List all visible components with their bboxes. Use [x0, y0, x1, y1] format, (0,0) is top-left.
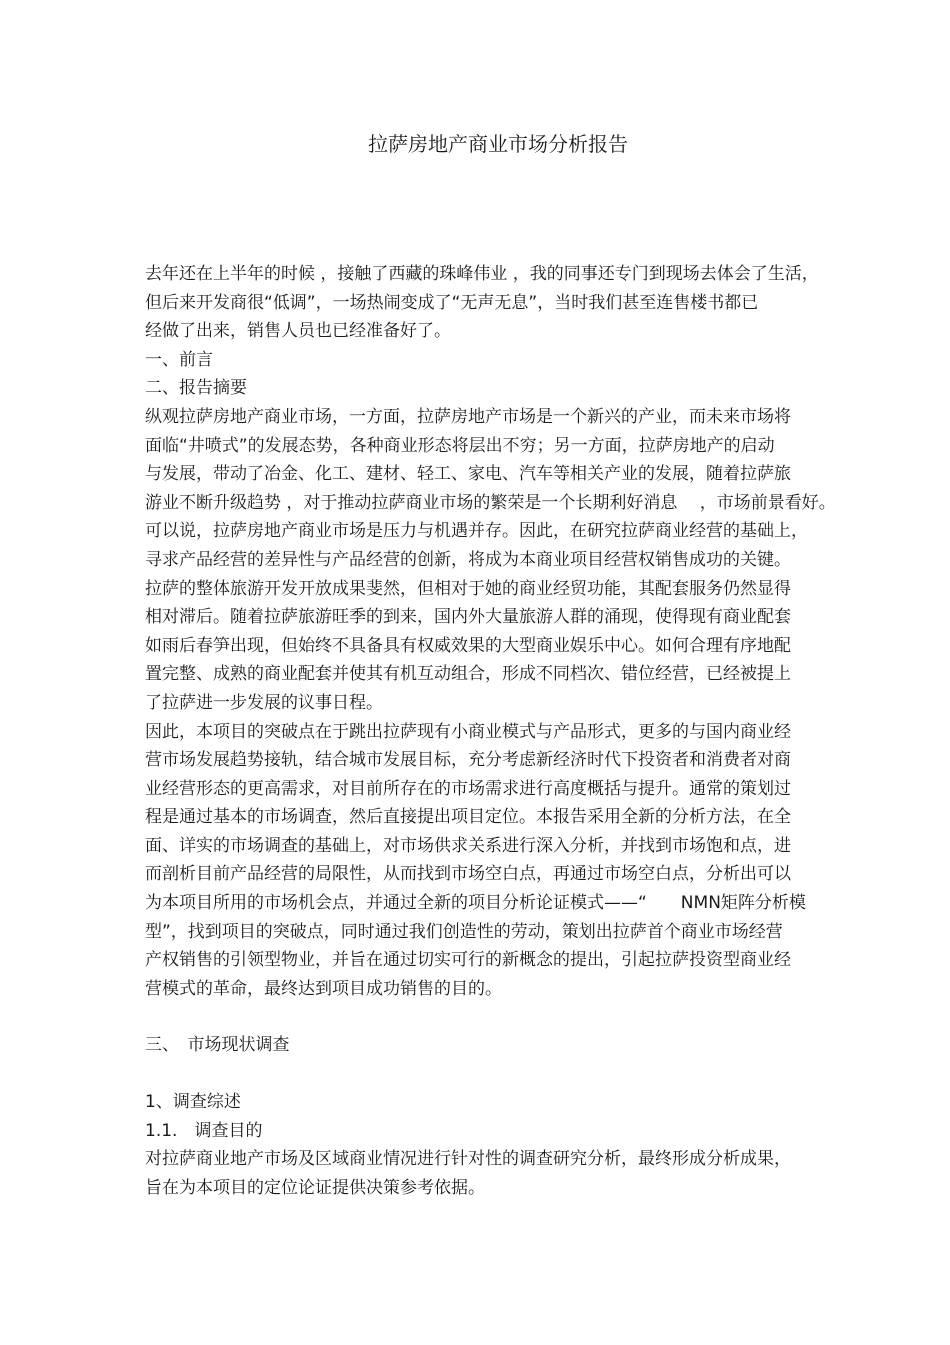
summary-line: 营模式的革命，最终达到项目成功销售的目的。 [145, 978, 502, 999]
summary-line: 营市场发展趋势接轨，结合城市发展目标，充分考虑新经济时代下投资者和消费者对商 [145, 750, 791, 771]
summary-line: 产权销售的引领型物业，并旨在通过切实可行的新概念的提出，引起拉萨投资型商业经 [145, 950, 791, 971]
section-heading-summary: 二、报告摘要 [145, 378, 247, 399]
section-heading-market-survey: 三、 市场现状调查 [145, 1035, 290, 1056]
summary-line: 与发展，带动了冶金、化工、建材、轻工、家电、汽车等相关产业的发展，随着拉萨旅 [145, 464, 791, 485]
summary-line: 面临“井喷式”的发展态势，各种商业形态将层出不穷；另一方面，拉萨房地产的启动 [145, 435, 775, 456]
summary-line: 可以说，拉萨房地产商业市场是压力与机遇并存。因此，在研究拉萨商业经营的基础上， [145, 521, 808, 542]
summary-line: 相对滞后。随着拉萨旅游旺季的到来，国内外大量旅游人群的涌现，使得现有商业配套 [145, 607, 791, 628]
document-title: 拉萨房地产商业市场分析报告 [368, 132, 628, 156]
summary-line: 置完整、成熟的商业配套并使其有机互动组合，形成不同档次、错位经营，已经被提上 [145, 664, 791, 685]
summary-paragraphs [145, 403, 875, 1003]
summary-line: 型”，找到项目的突破点，同时通过我们创造性的劳动，策划出拉萨首个商业市场经营 [145, 921, 783, 942]
purpose-paragraph [145, 1145, 875, 1202]
summary-line: 因此，本项目的突破点在于跳出拉萨现有小商业模式与产品形式，更多的与国内商业经 [145, 721, 791, 742]
intro-line: 去年还在上半年的时候 ，接触了西藏的珠峰伟业 ，我的同事还专门到现场去体会了生活， [145, 264, 819, 284]
summary-line: 了拉萨进一步发展的议事日程。 [145, 692, 383, 713]
purpose-line: 对拉萨商业地产市场及区域商业情况进行针对性的调查研究分析，最终形成分析成果， [145, 1149, 791, 1170]
purpose-line: 旨在为本项目的定位论证提供决策参考依据。 [145, 1177, 485, 1198]
spacer [145, 1060, 875, 1088]
summary-line: 业经营形态的更高需求，对目前所存在的市场需求进行高度概括与提升。通常的策划过 [145, 778, 791, 799]
summary-line: 如雨后春笋出现，但始终不具备具有权威效果的大型商业娱乐中心。如何合理有序地配 [145, 635, 791, 656]
subsection-heading-survey-purpose: 1.1. 调查目的 [145, 1120, 263, 1141]
subsection-heading-survey-overview: 1、调查综述 [145, 1092, 241, 1113]
summary-line: 游业不断升级趋势 ，对于推动拉萨商业市场的繁荣是一个长期利好消息 ，市场前景看好。 [145, 492, 836, 513]
summary-line: 程是通过基本的市场调查，然后直接提出项目定位。本报告采用全新的分析方法，在全 [145, 807, 791, 828]
intro-line: 经做了出来，销售人员也已经准备好了。 [145, 321, 451, 342]
summary-line: 为本项目所用的市场机会点，并通过全新的项目分析论证模式——“ NMN矩阵分析模 [145, 893, 806, 914]
intro-paragraph [145, 260, 875, 346]
summary-line: 而剖析目前产品经营的局限性，从而找到市场空白点，再通过市场空白点，分析出可以 [145, 864, 791, 885]
section-heading-preface: 一、前言 [145, 349, 213, 370]
intro-line: 但后来开发商很“低调”，一场热闹变成了“无声无息”，当时我们甚至连售楼书都已 [145, 292, 759, 313]
summary-line: 纵观拉萨房地产商业市场，一方面，拉萨房地产市场是一个新兴的产业，而未来市场将 [145, 406, 791, 427]
document-body [145, 260, 875, 1202]
summary-line: 面、详实的市场调查的基础上，对市场供求关系进行深入分析，并找到市场饱和点，进 [145, 835, 791, 856]
spacer [145, 1003, 875, 1031]
summary-line: 寻求产品经营的差异性与产品经营的创新，将成为本商业项目经营权销售成功的关键。 [145, 549, 791, 570]
summary-line: 拉萨的整体旅游开发开放成果斐然，但相对于她的商业经贸功能，其配套服务仍然显得 [145, 578, 791, 599]
